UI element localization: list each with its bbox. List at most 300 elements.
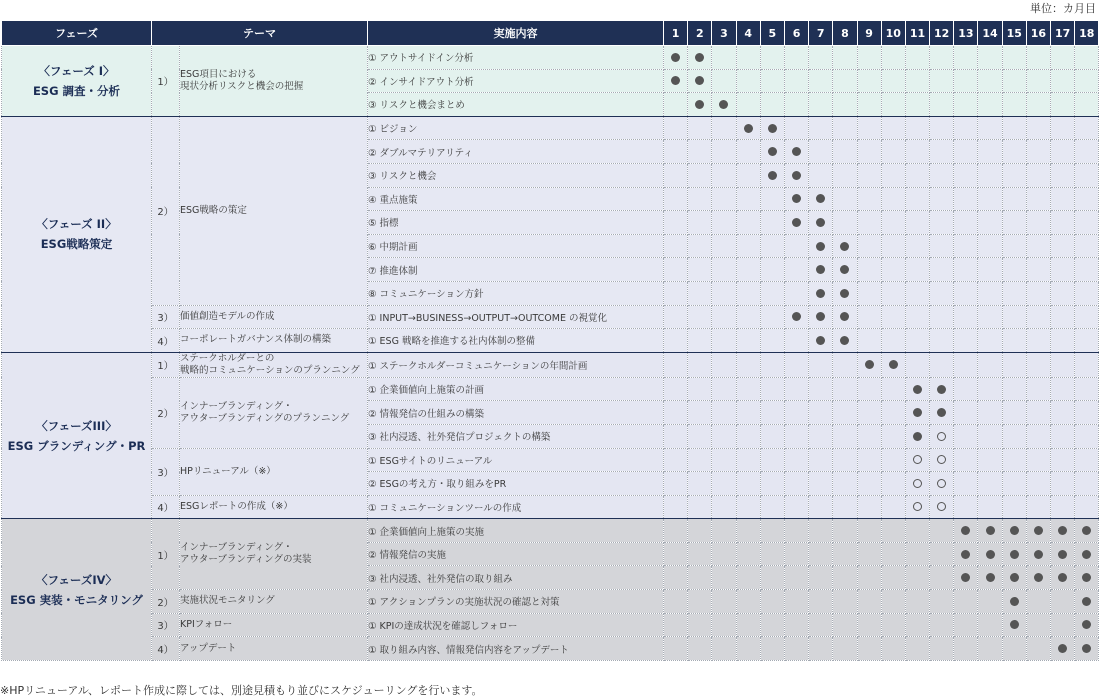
month-cell	[664, 329, 688, 353]
month-cell	[978, 424, 1002, 448]
month-cell	[954, 590, 978, 614]
content-item: ① ビジョン	[368, 116, 664, 140]
theme-line: ESGレポートの作成（※）	[180, 500, 293, 512]
month-cell	[905, 566, 929, 590]
month-cell	[954, 116, 978, 140]
theme-line: ESG戦略の策定	[180, 204, 247, 216]
month-cell	[664, 377, 688, 401]
schedule-row	[2, 495, 1099, 519]
theme-label	[180, 495, 368, 519]
month-cell	[736, 116, 760, 140]
month-cell	[930, 93, 954, 117]
header-month: 3	[712, 21, 736, 46]
header-month: 2	[688, 21, 712, 46]
filled-circle-mark	[1034, 573, 1043, 582]
month-cell	[809, 329, 833, 353]
month-cell	[833, 542, 857, 566]
month-cell	[760, 234, 784, 258]
filled-circle-mark	[986, 573, 995, 582]
phase-subtitle: ESG戦略策定	[40, 237, 113, 252]
month-cell	[688, 542, 712, 566]
month-cell	[760, 472, 784, 496]
month-cell	[688, 590, 712, 614]
content-item: ② ダブルマテリアリティ	[368, 140, 664, 164]
theme-number: 3）	[152, 613, 180, 637]
header-month: 1	[664, 21, 688, 46]
filled-circle-mark	[986, 550, 995, 559]
phase-subtitle: ESG ブランディング・PR	[7, 438, 146, 453]
theme-label	[180, 590, 368, 614]
month-cell	[1051, 613, 1075, 637]
month-cell	[930, 234, 954, 258]
filled-circle-mark	[695, 100, 704, 109]
month-cell	[760, 566, 784, 590]
month-cell	[688, 258, 712, 282]
month-cell	[1026, 305, 1050, 329]
month-cell	[1051, 211, 1075, 235]
month-cell	[1026, 542, 1050, 566]
month-cell	[712, 234, 736, 258]
month-cell	[954, 140, 978, 164]
month-cell	[1026, 211, 1050, 235]
month-cell	[1002, 352, 1026, 377]
month-cell	[978, 305, 1002, 329]
month-cell	[881, 590, 905, 614]
month-cell	[809, 258, 833, 282]
month-cell	[833, 424, 857, 448]
open-circle-mark	[913, 502, 922, 511]
month-cell	[881, 69, 905, 93]
month-cell	[905, 211, 929, 235]
month-cell	[833, 472, 857, 496]
month-cell	[736, 234, 760, 258]
month-cell	[1026, 448, 1050, 472]
month-cell	[784, 566, 808, 590]
month-cell	[664, 93, 688, 117]
month-cell	[736, 163, 760, 187]
theme-line: アップデート	[180, 642, 237, 654]
content-item: ② 情報発信の仕組みの構築	[368, 401, 664, 425]
month-cell	[784, 613, 808, 637]
month-cell	[905, 424, 929, 448]
theme-line: 価値創造モデルの作成	[180, 310, 275, 322]
content-item: ⑧ コミュニケーション方針	[368, 281, 664, 305]
filled-circle-mark	[840, 312, 849, 321]
month-cell	[978, 329, 1002, 353]
month-cell	[784, 305, 808, 329]
month-cell	[736, 352, 760, 377]
month-cell	[857, 93, 881, 117]
month-cell	[857, 377, 881, 401]
month-cell	[954, 613, 978, 637]
header-month: 9	[857, 21, 881, 46]
filled-circle-mark	[1082, 573, 1091, 582]
month-cell	[1051, 329, 1075, 353]
month-cell	[978, 163, 1002, 187]
month-cell	[736, 542, 760, 566]
month-cell	[881, 93, 905, 117]
month-cell	[809, 401, 833, 425]
month-cell	[736, 329, 760, 353]
month-cell	[881, 140, 905, 164]
content-item: ① 企業価値向上施策の実施	[368, 519, 664, 543]
month-cell	[978, 495, 1002, 519]
month-cell	[954, 448, 978, 472]
month-cell	[1026, 424, 1050, 448]
filled-circle-mark	[768, 171, 777, 180]
month-cell	[978, 377, 1002, 401]
unit-label: 単位：カ月目	[1030, 2, 1096, 15]
month-cell	[688, 377, 712, 401]
month-cell	[712, 401, 736, 425]
month-cell	[1051, 495, 1075, 519]
month-cell	[954, 329, 978, 353]
month-cell	[1075, 637, 1099, 661]
month-cell	[712, 377, 736, 401]
month-cell	[978, 590, 1002, 614]
month-cell	[881, 424, 905, 448]
month-cell	[857, 352, 881, 377]
month-cell	[736, 69, 760, 93]
month-cell	[930, 46, 954, 70]
theme-number: 2）	[152, 116, 180, 305]
theme-line: 戦略的コミュニケーションのプランニング	[180, 364, 360, 376]
month-cell	[688, 234, 712, 258]
month-cell	[809, 424, 833, 448]
content-item: ③ 社内浸透、社外発信の取り組み	[368, 566, 664, 590]
month-cell	[1075, 163, 1099, 187]
month-cell	[736, 519, 760, 543]
month-cell	[809, 519, 833, 543]
month-cell	[833, 613, 857, 637]
month-cell	[809, 613, 833, 637]
month-cell	[1026, 329, 1050, 353]
month-cell	[712, 566, 736, 590]
month-cell	[664, 613, 688, 637]
content-item: ② ESGの考え方・取り組みをPR	[368, 472, 664, 496]
month-cell	[978, 258, 1002, 282]
month-cell	[930, 211, 954, 235]
filled-circle-mark	[792, 218, 801, 227]
month-cell	[664, 424, 688, 448]
filled-circle-mark	[865, 360, 874, 369]
month-cell	[978, 448, 1002, 472]
month-cell	[760, 495, 784, 519]
month-cell	[784, 116, 808, 140]
month-cell	[1002, 46, 1026, 70]
month-cell	[1002, 542, 1026, 566]
month-cell	[905, 590, 929, 614]
month-cell	[1051, 424, 1075, 448]
month-cell	[809, 448, 833, 472]
month-cell	[930, 637, 954, 661]
month-cell	[881, 305, 905, 329]
month-cell	[857, 187, 881, 211]
month-cell	[930, 305, 954, 329]
schedule-row	[2, 329, 1099, 353]
month-cell	[688, 305, 712, 329]
month-cell	[664, 305, 688, 329]
month-cell	[712, 519, 736, 543]
month-cell	[930, 448, 954, 472]
month-cell	[905, 637, 929, 661]
month-cell	[978, 46, 1002, 70]
month-cell	[1026, 377, 1050, 401]
month-cell	[712, 305, 736, 329]
month-cell	[833, 329, 857, 353]
month-cell	[688, 352, 712, 377]
month-cell	[784, 258, 808, 282]
filled-circle-mark	[695, 53, 704, 62]
month-cell	[688, 329, 712, 353]
header-month: 18	[1075, 21, 1099, 46]
month-cell	[905, 377, 929, 401]
phase-title: 〈フェーズIII〉	[36, 418, 117, 433]
month-cell	[1075, 519, 1099, 543]
month-cell	[857, 211, 881, 235]
month-cell	[712, 211, 736, 235]
month-cell	[1051, 352, 1075, 377]
month-cell	[930, 329, 954, 353]
month-cell	[857, 140, 881, 164]
month-cell	[1002, 566, 1026, 590]
month-cell	[760, 590, 784, 614]
month-cell	[1075, 401, 1099, 425]
month-cell	[978, 352, 1002, 377]
month-cell	[809, 377, 833, 401]
month-cell	[784, 637, 808, 661]
month-cell	[857, 472, 881, 496]
month-cell	[954, 46, 978, 70]
theme-number: 2）	[152, 377, 180, 448]
month-cell	[905, 93, 929, 117]
month-cell	[712, 424, 736, 448]
filled-circle-mark	[1034, 526, 1043, 535]
month-cell	[905, 187, 929, 211]
month-cell	[1051, 187, 1075, 211]
month-cell	[688, 613, 712, 637]
month-cell	[1051, 163, 1075, 187]
month-cell	[833, 211, 857, 235]
month-cell	[736, 401, 760, 425]
header-month: 15	[1002, 21, 1026, 46]
month-cell	[1026, 234, 1050, 258]
month-cell	[833, 140, 857, 164]
schedule-row	[2, 519, 1099, 543]
month-cell	[712, 495, 736, 519]
month-cell	[833, 637, 857, 661]
header-month: 11	[905, 21, 929, 46]
month-cell	[905, 305, 929, 329]
month-cell	[905, 281, 929, 305]
month-cell	[1051, 46, 1075, 70]
month-cell	[688, 211, 712, 235]
month-cell	[809, 211, 833, 235]
filled-circle-mark	[961, 550, 970, 559]
month-cell	[833, 116, 857, 140]
filled-circle-mark	[1034, 550, 1043, 559]
month-cell	[833, 448, 857, 472]
month-cell	[857, 590, 881, 614]
month-cell	[833, 352, 857, 377]
month-cell	[784, 519, 808, 543]
filled-circle-mark	[840, 336, 849, 345]
filled-circle-mark	[1010, 573, 1019, 582]
month-cell	[664, 401, 688, 425]
month-cell	[978, 234, 1002, 258]
month-cell	[833, 495, 857, 519]
month-cell	[857, 116, 881, 140]
month-cell	[688, 140, 712, 164]
month-cell	[1026, 93, 1050, 117]
month-cell	[809, 140, 833, 164]
month-cell	[736, 448, 760, 472]
month-cell	[784, 448, 808, 472]
month-cell	[905, 140, 929, 164]
phase-label	[2, 116, 152, 352]
month-cell	[930, 495, 954, 519]
month-cell	[833, 590, 857, 614]
theme-line: KPIフォロー	[180, 618, 233, 630]
month-cell	[784, 401, 808, 425]
theme-number: 1）	[152, 352, 180, 377]
theme-number: 4）	[152, 329, 180, 353]
month-cell	[1075, 377, 1099, 401]
month-cell	[857, 69, 881, 93]
month-cell	[881, 352, 905, 377]
filled-circle-mark	[816, 265, 825, 274]
month-cell	[809, 93, 833, 117]
schedule-row	[2, 448, 1099, 472]
content-item: ① ステークホルダーコミュニケーションの年間計画	[368, 352, 664, 377]
month-cell	[784, 46, 808, 70]
month-cell	[1002, 187, 1026, 211]
filled-circle-mark	[792, 312, 801, 321]
footnote: ※HPリニューアル、レポート作成に際しては、別途見積もり並びにスケジューリングを行います。	[0, 684, 483, 697]
filled-circle-mark	[816, 218, 825, 227]
theme-label	[180, 448, 368, 495]
month-cell	[1075, 472, 1099, 496]
month-cell	[930, 163, 954, 187]
month-cell	[1026, 495, 1050, 519]
month-cell	[1002, 69, 1026, 93]
filled-circle-mark	[937, 408, 946, 417]
month-cell	[1002, 637, 1026, 661]
filled-circle-mark	[1010, 550, 1019, 559]
content-item: ① ESG 戦略を推進する社内体制の整備	[368, 329, 664, 353]
month-cell	[736, 613, 760, 637]
month-cell	[1051, 448, 1075, 472]
month-cell	[712, 613, 736, 637]
month-cell	[833, 281, 857, 305]
month-cell	[857, 448, 881, 472]
filled-circle-mark	[840, 265, 849, 274]
month-cell	[833, 519, 857, 543]
month-cell	[857, 424, 881, 448]
month-cell	[1026, 116, 1050, 140]
month-cell	[1026, 401, 1050, 425]
month-cell	[1075, 566, 1099, 590]
filled-circle-mark	[1058, 526, 1067, 535]
content-item: ⑦ 推進体制	[368, 258, 664, 282]
month-cell	[1026, 69, 1050, 93]
month-cell	[809, 495, 833, 519]
open-circle-mark	[937, 502, 946, 511]
month-cell	[930, 69, 954, 93]
month-cell	[881, 281, 905, 305]
schedule-row	[2, 590, 1099, 614]
filled-circle-mark	[816, 312, 825, 321]
month-cell	[954, 187, 978, 211]
month-cell	[809, 566, 833, 590]
schedule-row	[2, 116, 1099, 140]
open-circle-mark	[937, 455, 946, 464]
month-cell	[954, 234, 978, 258]
month-cell	[664, 163, 688, 187]
phase-label	[2, 352, 152, 519]
month-cell	[760, 116, 784, 140]
month-cell	[857, 163, 881, 187]
month-cell	[664, 187, 688, 211]
header-month: 7	[809, 21, 833, 46]
month-cell	[1051, 305, 1075, 329]
month-cell	[857, 542, 881, 566]
month-cell	[760, 377, 784, 401]
month-cell	[809, 472, 833, 496]
month-cell	[954, 542, 978, 566]
month-cell	[857, 46, 881, 70]
schedule-table	[1, 20, 1099, 661]
month-cell	[760, 424, 784, 448]
filled-circle-mark	[768, 124, 777, 133]
month-cell	[712, 637, 736, 661]
month-cell	[784, 69, 808, 93]
theme-label	[180, 613, 368, 637]
header-phase: フェーズ	[2, 21, 152, 46]
month-cell	[1051, 401, 1075, 425]
month-cell	[954, 424, 978, 448]
month-cell	[978, 542, 1002, 566]
month-cell	[1026, 163, 1050, 187]
month-cell	[688, 448, 712, 472]
month-cell	[881, 163, 905, 187]
month-cell	[857, 495, 881, 519]
month-cell	[954, 495, 978, 519]
filled-circle-mark	[1058, 573, 1067, 582]
month-cell	[688, 637, 712, 661]
month-cell	[809, 305, 833, 329]
month-cell	[760, 69, 784, 93]
month-cell	[1026, 46, 1050, 70]
month-cell	[664, 566, 688, 590]
filled-circle-mark	[671, 53, 680, 62]
month-cell	[881, 258, 905, 282]
month-cell	[1051, 140, 1075, 164]
month-cell	[1075, 69, 1099, 93]
month-cell	[954, 305, 978, 329]
filled-circle-mark	[816, 336, 825, 345]
month-cell	[905, 258, 929, 282]
month-cell	[712, 472, 736, 496]
month-cell	[930, 401, 954, 425]
month-cell	[1026, 637, 1050, 661]
month-cell	[664, 519, 688, 543]
month-cell	[809, 542, 833, 566]
phase-label	[2, 46, 152, 117]
content-item: ① ESGサイトのリニューアル	[368, 448, 664, 472]
month-cell	[857, 519, 881, 543]
month-cell	[760, 93, 784, 117]
